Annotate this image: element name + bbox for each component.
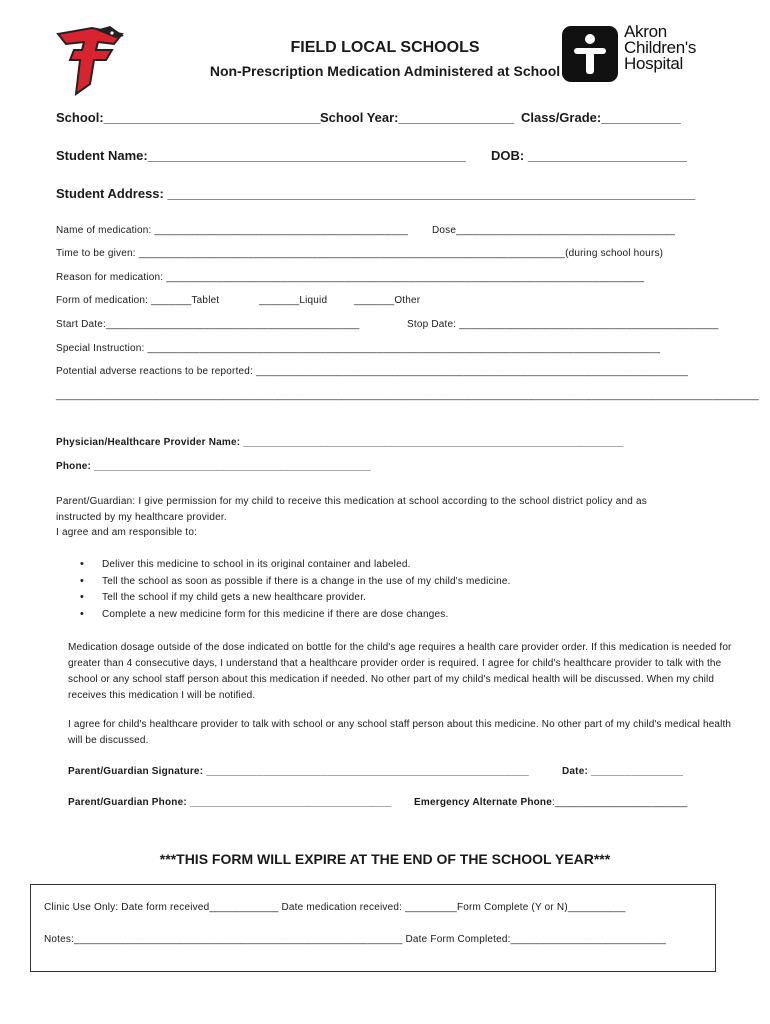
form-liquid-field[interactable]: _______Liquid	[259, 295, 328, 306]
form-other-field[interactable]: _______Other	[354, 295, 421, 306]
emergency-phone-blank[interactable]: :_______________________	[552, 797, 688, 808]
emergency-phone-field[interactable]	[414, 797, 688, 808]
school-year-field[interactable]: School Year:________________	[320, 110, 515, 125]
clinic-use-box	[30, 884, 716, 972]
physician-field[interactable]: Physician/Healthcare Provider Name: __________________________________________________________________	[56, 437, 624, 448]
expire-notice: ***THIS FORM WILL EXPIRE AT THE END OF THE SCHOOL YEAR***	[159, 851, 611, 867]
emergency-phone-label: Emergency Alternate Phone	[414, 797, 553, 808]
page-subtitle: Non-Prescription Medication Administered at School	[209, 63, 561, 79]
reason-field[interactable]: Reason for medication: ___________________________________________________________________________________	[56, 272, 645, 283]
form-tablet-field[interactable]: Form of medication: _______Tablet	[56, 295, 220, 306]
time-given-field[interactable]: Time to be given: __________________________________________________________________________(during school hours)	[56, 248, 664, 259]
parent-signature-field[interactable]: Parent/Guardian Signature: ________________________________________________________	[68, 766, 529, 777]
stop-date-field[interactable]: Stop Date: _____________________________________________	[407, 319, 719, 330]
parent-phone-field[interactable]: Parent/Guardian Phone: ___________________________________	[68, 797, 392, 808]
class-grade-field[interactable]: Class/Grade:___________	[521, 110, 681, 125]
medication-name-field[interactable]: Name of medication: ____________________________________________	[56, 225, 408, 236]
page-title: FIELD LOCAL SCHOOLS	[290, 39, 480, 56]
special-instruction-field[interactable]: Special Instruction: _________________________________________________________________________________________	[56, 343, 661, 354]
list-item: • Tell the school as soon as possible if there is a change in the use of my child's medicine.	[80, 576, 511, 593]
consent-intro-line-2: instructed by my healthcare provider.	[56, 512, 227, 523]
school-field[interactable]: School:______________________________	[56, 110, 321, 125]
list-item: • Complete a new medicine form for this medicine if there are dose changes.	[80, 609, 511, 626]
list-item: • Deliver this medicine to school in its original container and labeled.	[80, 559, 511, 576]
clinic-line-1[interactable]: Clinic Use Only: Date form received____________ Date medication received: _________Form Complete (Y or N)__________	[44, 902, 626, 913]
adverse-reactions-field[interactable]: Potential adverse reactions to be reported: ___________________________________________________________________________	[56, 366, 689, 377]
akron-line-2: Children's	[624, 38, 697, 57]
dose-field[interactable]: Dose______________________________________	[432, 225, 676, 236]
dosage-paragraph: Medication dosage outside of the dose indicated on bottle for the child's age requires a health care provider order. If this medication is needed for greater than 4 consecutive days, I understand that a healthcare provider order is required. I agree for child's healthcare provider to talk with the school or any school staff person about this medication if needed. No other part of my child's medical health will be discussed. When my child receives this medication I will be notified.	[68, 642, 732, 701]
dob-field[interactable]: DOB: ______________________	[491, 148, 687, 163]
agree-paragraph: I agree for child's healthcare provider to talk with school or any school staff person about this medicine. No other part of my child's medical health will be discussed.	[68, 719, 732, 746]
responsibility-list	[80, 559, 511, 625]
list-item: • Tell the school if my child gets a new healthcare provider.	[80, 592, 511, 609]
student-address-field[interactable]: Student Address: _________________________________________________________________________	[56, 186, 696, 201]
student-name-field[interactable]: Student Name:____________________________________________	[56, 148, 466, 163]
consent-intro-line-3: I agree and am responsible to:	[56, 527, 198, 538]
clinic-line-2[interactable]: Notes:_________________________________________________________ Date Form Completed:___________________________	[44, 934, 667, 945]
akron-line-1: Akron	[624, 22, 667, 41]
start-date-field[interactable]: Start Date:____________________________________________	[56, 319, 360, 330]
consent-intro-line-1: Parent/Guardian: I give permission for my child to receive this medication at school according to the school district policy and as	[56, 496, 647, 507]
akron-line-3: Hospital	[624, 54, 684, 73]
signature-date-field[interactable]: Date: ________________	[562, 766, 684, 777]
falcon-f-logo-icon	[52, 24, 128, 96]
adverse-reactions-line[interactable]: __________________________________________________________________________________________________________________________	[56, 390, 759, 401]
physician-phone-field[interactable]: Phone: ________________________________________________	[56, 461, 371, 472]
